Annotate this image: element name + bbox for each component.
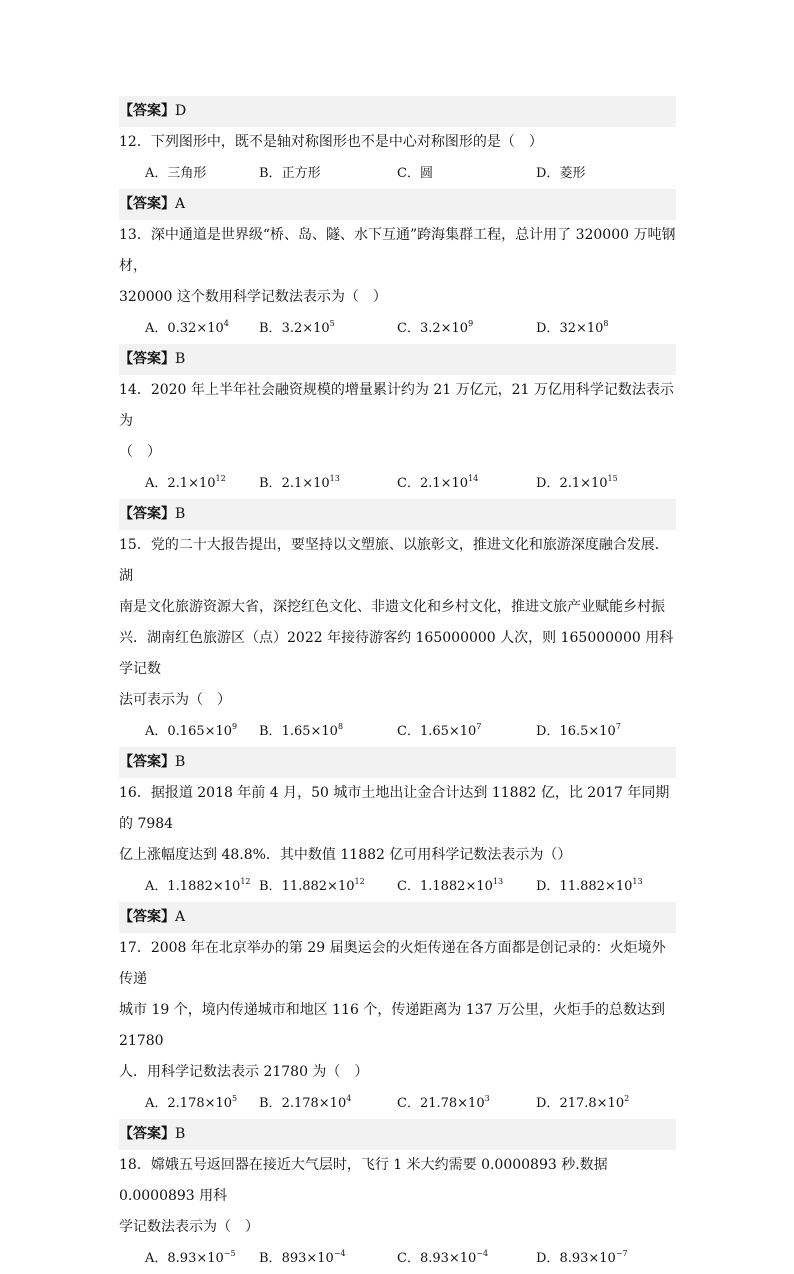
document-page: [119, 96, 676, 1274]
options-row: [119, 468, 676, 499]
option-label: D．: [536, 1096, 560, 1111]
answer-row: [119, 1119, 676, 1150]
question-line: 兴．湖南红色旅游区（点）2022 年接待游客约 165000000 人次，则 165000000 用科学记数: [119, 630, 674, 677]
option-label: D．: [536, 321, 560, 336]
option-b: [259, 871, 365, 902]
option-a: [145, 1088, 237, 1119]
option-text: 217.8×10: [559, 1096, 625, 1111]
option-text: 1.1882×10: [167, 879, 241, 894]
answer-row: [119, 96, 676, 127]
option-exponent: 5: [232, 1094, 238, 1103]
option-exponent: −4: [476, 1249, 489, 1258]
option-a: [145, 313, 229, 344]
question-line: （ ）: [119, 444, 161, 460]
option-b: [259, 158, 321, 189]
option-label: B．: [259, 1096, 282, 1111]
option-label: B．: [259, 1251, 282, 1266]
option-c: [397, 1088, 490, 1119]
option-d: [536, 1243, 628, 1274]
option-exponent: −7: [615, 1249, 628, 1258]
option-label: B．: [259, 879, 282, 894]
option-exponent: 9: [232, 722, 238, 731]
option-b: [259, 468, 340, 499]
question-line: 学记数法表示为（ ）: [119, 1219, 259, 1235]
option-exponent: 7: [615, 722, 621, 731]
option-label: C．: [397, 879, 420, 894]
answer-tag: 【答案】: [119, 196, 175, 212]
option-label: D．: [536, 879, 560, 894]
option-label: A．: [145, 321, 168, 336]
option-label: A．: [145, 476, 168, 491]
option-label: C．: [397, 476, 420, 491]
option-label: D．: [536, 476, 560, 491]
question-line: 人．用科学记数法表示 21780 为（ ）: [119, 1064, 369, 1080]
option-label: A．: [145, 879, 168, 894]
answer-tag: 【答案】: [119, 1126, 175, 1142]
option-a: [145, 468, 226, 499]
option-exponent: 12: [215, 474, 226, 483]
option-label: D．: [536, 1251, 560, 1266]
option-exponent: 12: [240, 877, 251, 886]
option-exponent: 2: [624, 1094, 630, 1103]
option-label: A．: [145, 1096, 168, 1111]
option-exponent: −5: [223, 1249, 236, 1258]
option-d: [536, 158, 585, 189]
option-text: 11.882×10: [559, 879, 633, 894]
option-label: C．: [397, 1251, 420, 1266]
option-b: [259, 716, 343, 747]
option-exponent: 12: [354, 877, 365, 886]
answer-value: B: [175, 1126, 186, 1142]
option-d: [536, 1088, 629, 1119]
option-a: [145, 871, 251, 902]
answer-row: [119, 189, 676, 220]
question-line: 亿上涨幅度达到 48.8%．其中数值 11882 亿可用科学记数法表示为（）: [119, 847, 572, 863]
option-text: 893×10: [281, 1251, 334, 1266]
option-text: 1.65×10: [281, 724, 338, 739]
question-line: 法可表示为（ ）: [119, 692, 231, 708]
option-label: C．: [397, 724, 420, 739]
option-exponent: 13: [492, 877, 504, 886]
question-line: 15．党的二十大报告提出，要坚持以文塑旅、以旅彰文，推进文化和旅游深度融合发展．湖: [119, 537, 669, 584]
option-exponent: 7: [476, 722, 482, 731]
options-row: [119, 716, 676, 747]
option-b: [259, 1243, 346, 1274]
option-c: [397, 871, 503, 902]
option-exponent: 3: [484, 1094, 490, 1103]
answer-row: [119, 747, 676, 778]
option-a: [145, 158, 206, 189]
answer-tag: 【答案】: [119, 909, 175, 925]
option-c: [397, 313, 473, 344]
option-label: C．: [397, 321, 420, 336]
answer-row: [119, 344, 676, 375]
answer-tag: 【答案】: [119, 103, 175, 119]
option-a: [145, 716, 237, 747]
option-text: 3.2×10: [419, 321, 469, 336]
option-text: 21.78×10: [419, 1096, 485, 1111]
answer-value: B: [175, 351, 186, 367]
option-c: [397, 158, 433, 189]
option-exponent: 8: [603, 319, 609, 328]
option-exponent: 5: [329, 319, 335, 328]
option-text: 8.93×10: [419, 1251, 477, 1266]
options-row: [119, 313, 676, 344]
answer-value: A: [175, 196, 186, 212]
option-text: 三角形: [167, 166, 207, 181]
answer-tag: 【答案】: [119, 754, 175, 770]
option-label: D．: [536, 724, 560, 739]
option-d: [536, 313, 609, 344]
option-text: 2.1×10: [419, 476, 469, 491]
answer-row: [119, 902, 676, 933]
option-exponent: 8: [337, 722, 344, 731]
option-label: B．: [259, 724, 282, 739]
option-text: 2.1×10: [559, 476, 608, 491]
option-exponent: 15: [607, 474, 618, 483]
option-exponent: 13: [329, 474, 340, 483]
option-exponent: 9: [468, 319, 474, 328]
answer-value: B: [175, 506, 186, 522]
option-text: 0.32×10: [167, 321, 224, 336]
option-text: 菱形: [559, 166, 586, 181]
option-label: B．: [259, 476, 282, 491]
option-label: B．: [259, 166, 282, 181]
question-line: 13．深中通道是世界级“桥、岛、隧、水下互通”跨海集群工程，总计用了 320000 万吨钢材，: [119, 227, 676, 274]
question-line: 16．据报道 2018 年前 4 月，50 城市土地出让金合计达到 11882 亿，比 2017 年同期的 7984: [119, 785, 670, 832]
options-row: [119, 871, 676, 902]
option-label: A．: [145, 1251, 168, 1266]
options-row: [119, 1088, 676, 1119]
question-line: 城市 19 个，境内传递城市和地区 116 个，传递距离为 137 万公里，火炬手的总数达到 21780: [119, 1002, 665, 1049]
question-line: 南是文化旅游资源大省，深挖红色文化、非遗文化和乡村文化，推进文旅产业赋能乡村振: [119, 599, 665, 615]
option-c: [397, 1243, 488, 1274]
option-text: 2.178×10: [281, 1096, 347, 1111]
option-label: B．: [259, 321, 282, 336]
option-text: 圆: [419, 166, 433, 181]
option-text: 16.5×10: [559, 724, 616, 739]
option-label: A．: [145, 166, 168, 181]
answer-tag: 【答案】: [119, 506, 175, 522]
option-exponent: 4: [346, 1094, 352, 1103]
option-exponent: 14: [468, 474, 479, 483]
option-text: 2.1×10: [167, 476, 216, 491]
answer-value: D: [175, 103, 187, 119]
option-text: 8.93×10: [167, 1251, 224, 1266]
option-c: [397, 468, 478, 499]
answer-value: B: [175, 754, 186, 770]
question-line: 320000 这个数用科学记数法表示为（ ）: [119, 289, 387, 305]
option-label: C．: [397, 1096, 420, 1111]
option-text: 正方形: [281, 166, 321, 181]
option-exponent: 4: [223, 319, 229, 328]
option-label: D．: [536, 166, 560, 181]
option-b: [259, 313, 335, 344]
option-text: 0.165×10: [167, 724, 233, 739]
question-line: 17．2008 年在北京举办的第 29 届奥运会的火炬传递在各方面都是创记录的：火炬境外传递: [119, 940, 666, 987]
option-exponent: 13: [632, 877, 643, 886]
option-label: A．: [145, 724, 168, 739]
answer-row: [119, 499, 676, 530]
option-text: 8.93×10: [559, 1251, 616, 1266]
option-label: C．: [397, 166, 420, 181]
option-a: [145, 1243, 236, 1274]
answer-value: A: [175, 909, 186, 925]
options-row: [119, 158, 676, 189]
option-text: 1.1882×10: [419, 879, 493, 894]
option-text: 32×10: [559, 321, 604, 336]
question-line: 12．下列图形中，既不是轴对称图形也不是中心对称图形的是（ ）: [119, 134, 543, 150]
option-text: 2.178×10: [167, 1096, 233, 1111]
option-d: [536, 468, 618, 499]
option-d: [536, 871, 643, 902]
option-b: [259, 1088, 351, 1119]
question-line: 18．嫦娥五号返回器在接近大气层时，飞行 1 米大约需要 0.0000893 秒.数据 0.0000893 用科: [119, 1157, 608, 1204]
option-exponent: −4: [333, 1249, 346, 1258]
option-d: [536, 716, 621, 747]
option-text: 2.1×10: [281, 476, 330, 491]
answer-tag: 【答案】: [119, 351, 175, 367]
options-row: [119, 1243, 676, 1274]
option-text: 3.2×10: [281, 321, 330, 336]
option-text: 11.882×10: [281, 879, 355, 894]
option-text: 1.65×10: [419, 724, 477, 739]
question-line: 14．2020 年上半年社会融资规模的增量累计约为 21 万亿元，21 万亿用科学记数法表示为: [119, 382, 674, 429]
option-c: [397, 716, 481, 747]
